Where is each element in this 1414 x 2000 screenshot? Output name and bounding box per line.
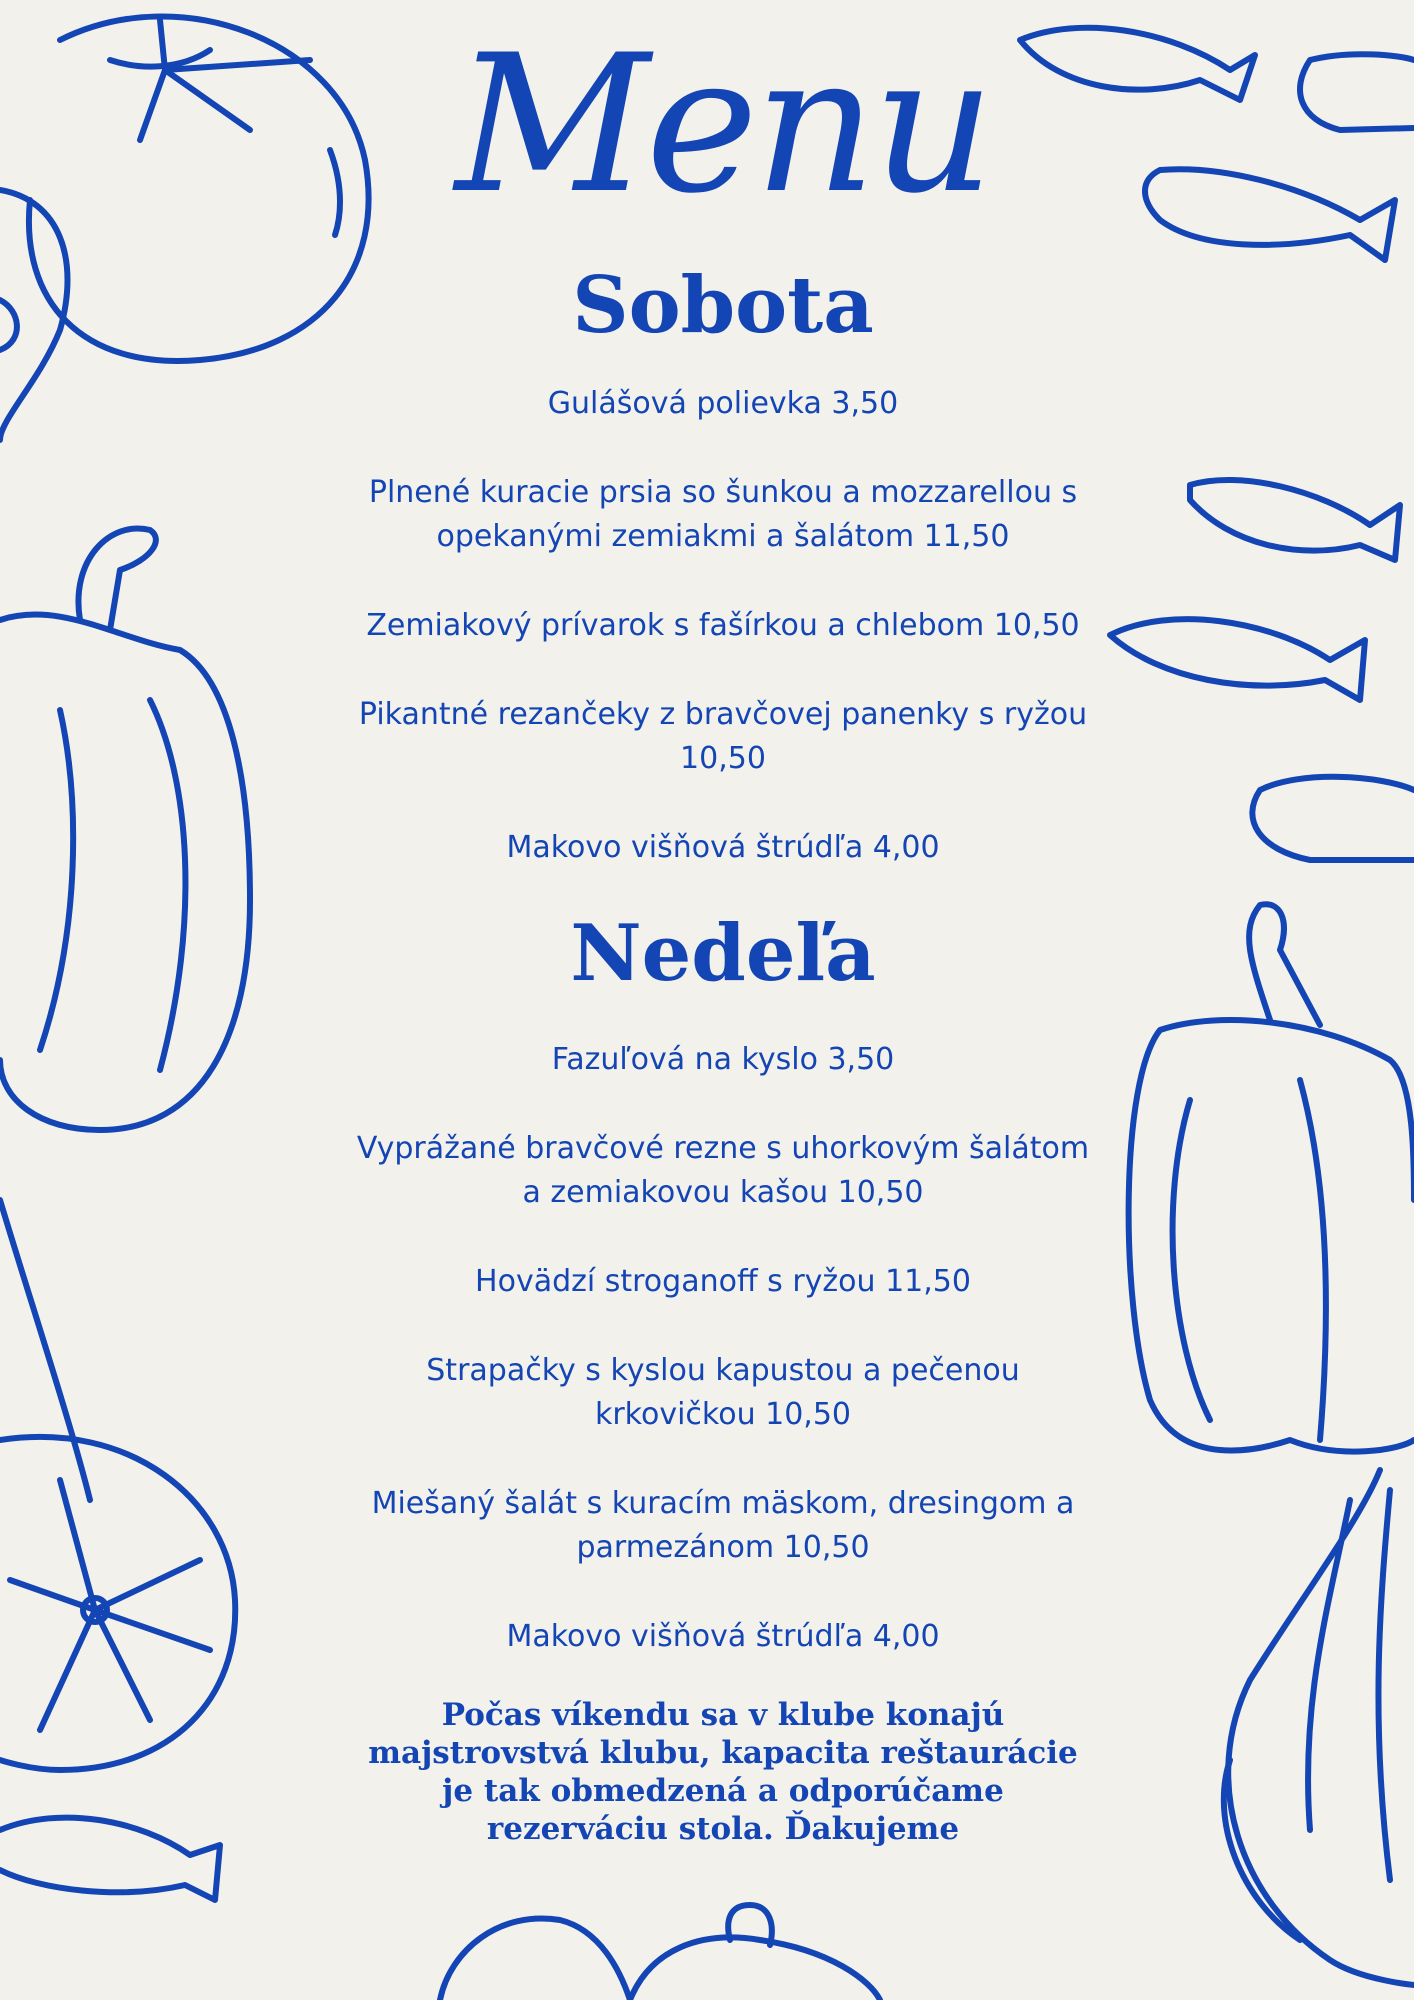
pumpkin-icon <box>1129 904 1414 1451</box>
menu-item: Gulášová polievka 3,50 <box>547 386 899 421</box>
menu-title: Menu <box>455 14 991 235</box>
menu-item: Fazuľová na kyslo 3,50 <box>551 1042 895 1077</box>
fish-icon <box>0 1818 220 1900</box>
pumpkin-icon <box>0 528 250 1130</box>
garlic-icon <box>1224 1470 1414 1985</box>
menu-item: Pikantné rezančeky z bravčovej panenky s ryžou 10,50 <box>358 697 1088 776</box>
menu-item: Miešaný šalát s kuracím mäskom, dresingom a parmezánom 10,50 <box>371 1486 1075 1565</box>
dish-list-nedela <box>300 1038 1146 1704</box>
reservation-notice: Počas víkendu sa v klube konajú majstrovstvá klubu, kapacita reštaurácie je tak obmedzená a odporúčame rezerváciu stola. Ďakujeme <box>368 1697 1078 1847</box>
menu-item: Zemiakový prívarok s fašírkou a chlebom 10,50 <box>366 608 1080 643</box>
menu-item: Makovo višňová štrúdľa 4,00 <box>506 830 940 865</box>
day-heading-sobota: Sobota <box>572 260 874 351</box>
day-heading-nedela: Nedeľa <box>570 908 876 999</box>
menu-item: Hovädzí stroganoff s ryžou 11,50 <box>475 1264 971 1299</box>
menu-item: Plnené kuracie prsia so šunkou a mozzarellou s opekanými zemiakmi a šalátom 11,50 <box>368 475 1078 554</box>
menu-item: Strapačky s kyslou kapustou a pečenou krkovičkou 10,50 <box>426 1353 1020 1432</box>
menu-content <box>300 0 1146 2000</box>
lemon-icon <box>0 1200 235 1770</box>
menu-item: Makovo višňová štrúdľa 4,00 <box>506 1619 940 1654</box>
dish-list-sobota <box>300 382 1146 915</box>
menu-item: Vyprážané bravčové rezne s uhorkovým šalátom a zemiakovou kašou 10,50 <box>356 1131 1090 1210</box>
